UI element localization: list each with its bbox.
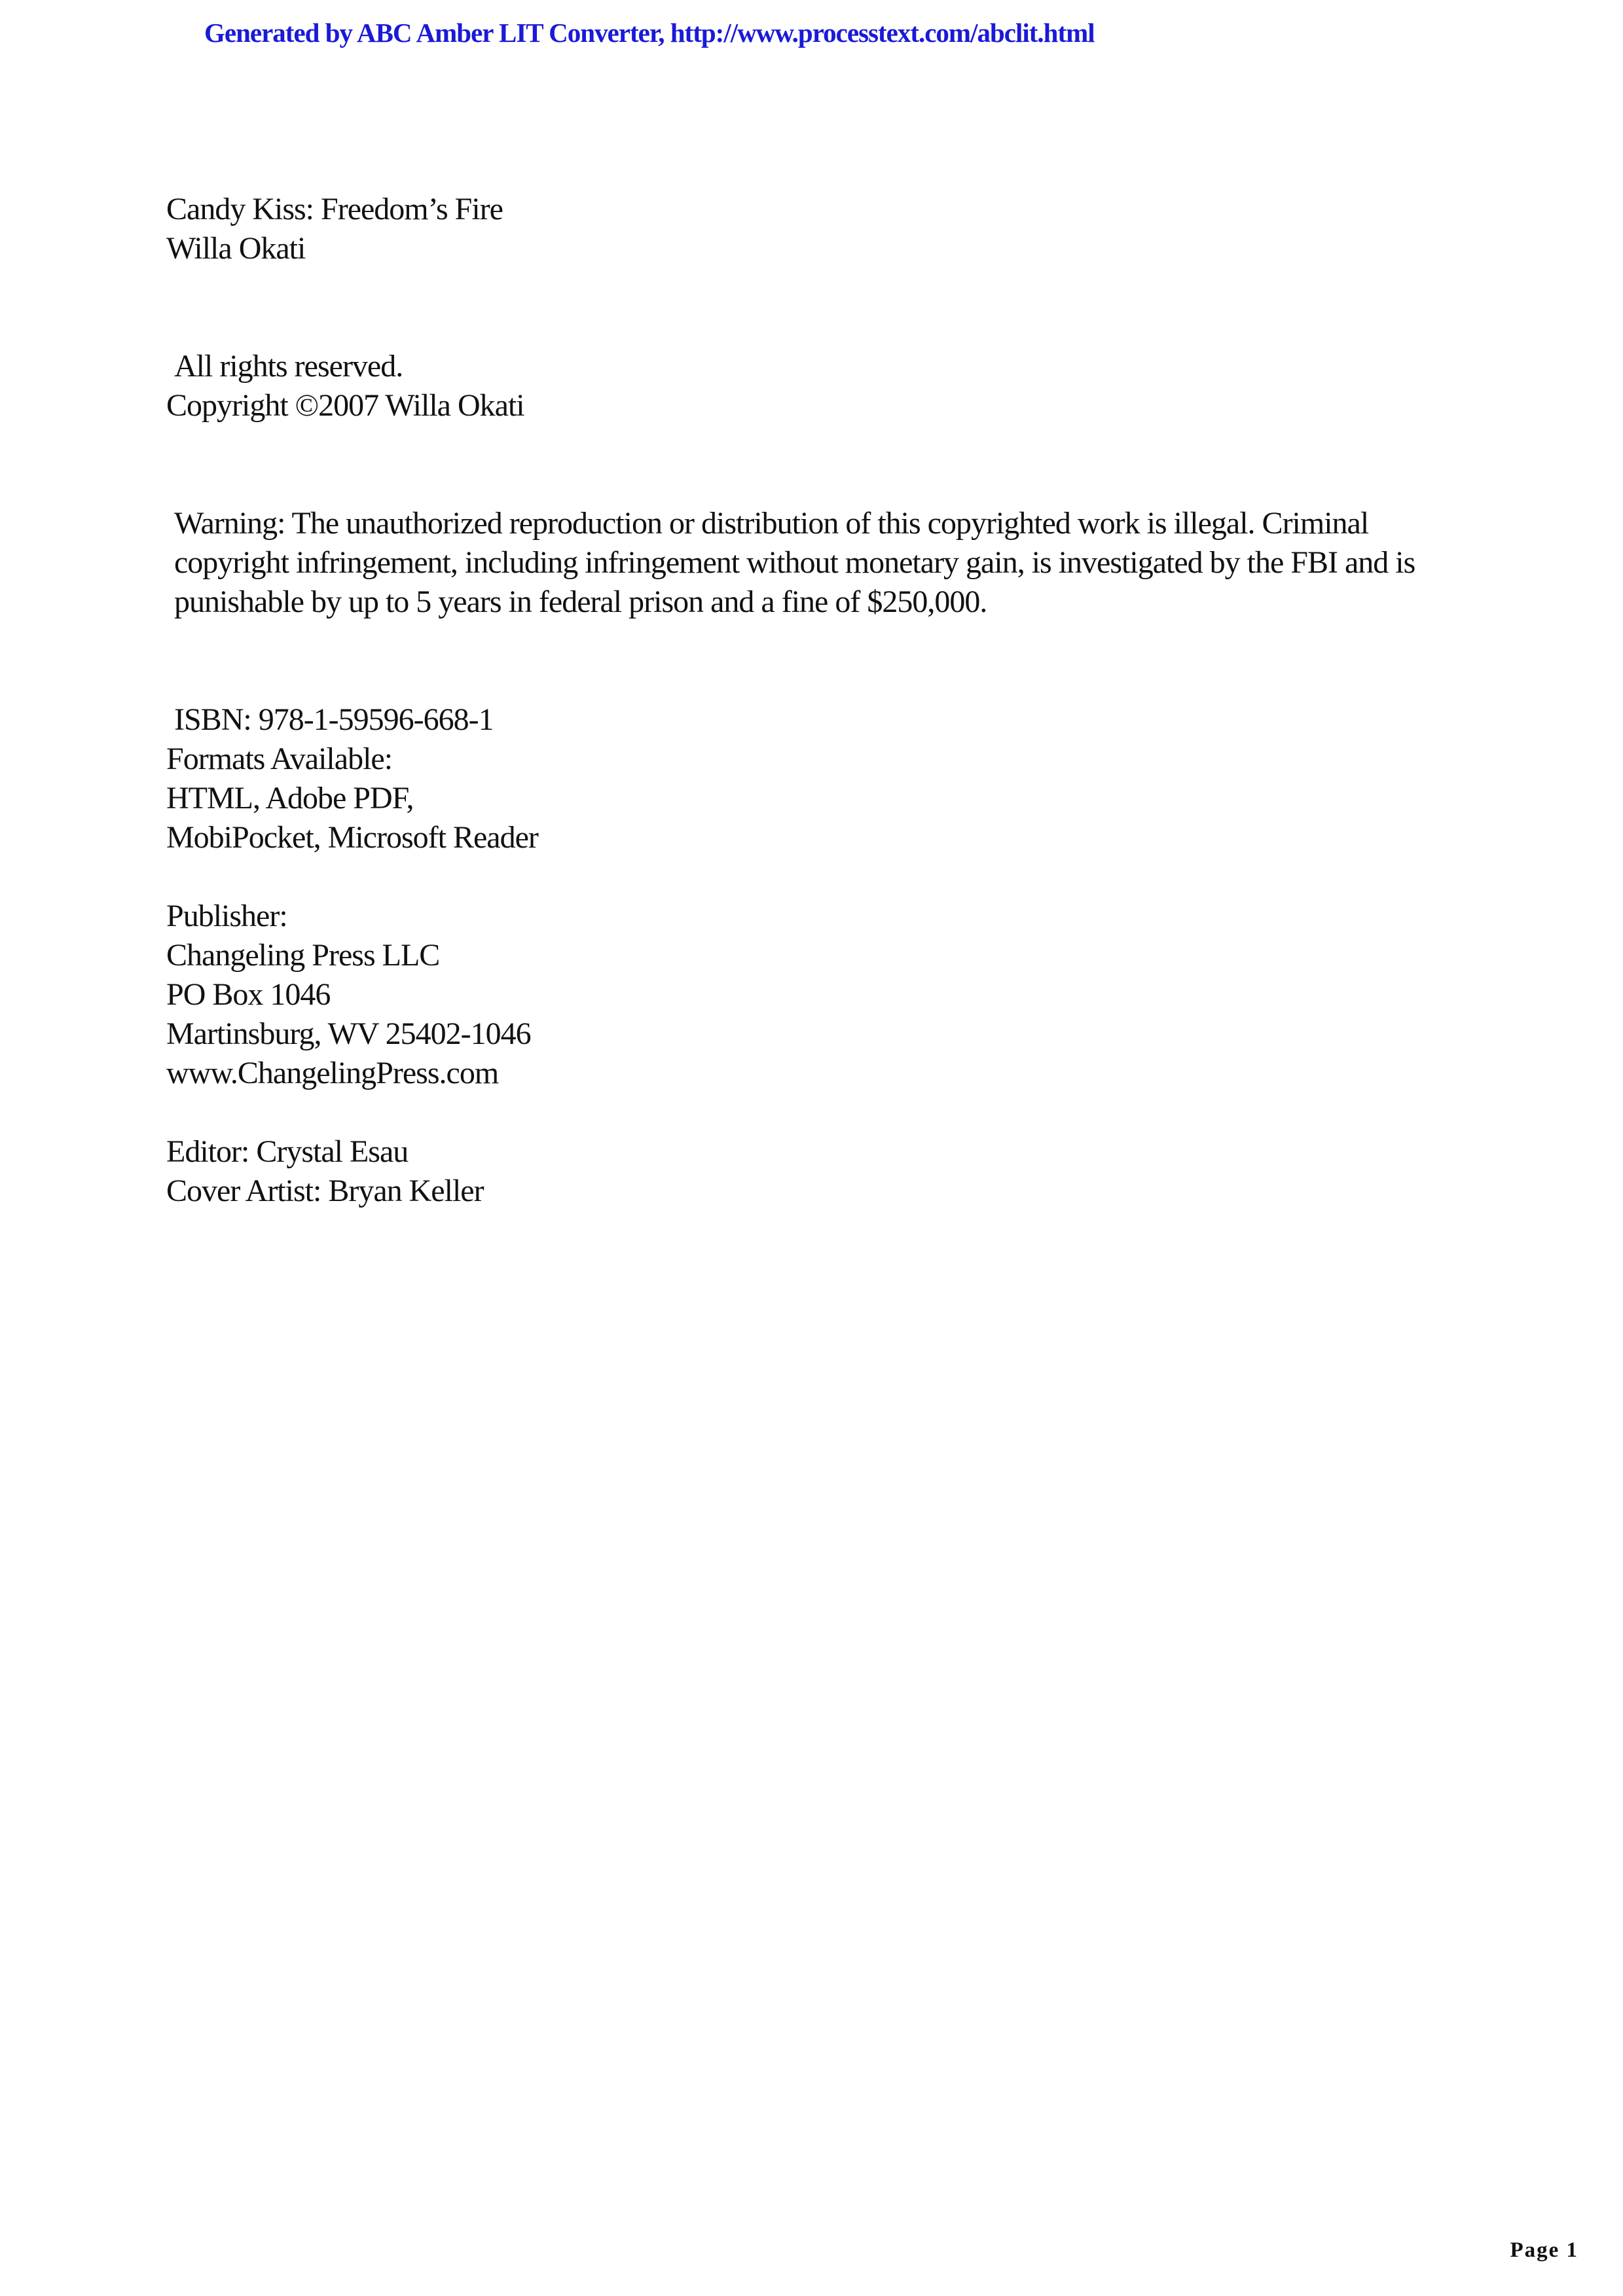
spacer (166, 425, 1476, 504)
spacer (166, 857, 1476, 897)
spacer (166, 268, 1476, 347)
title-block (166, 190, 1476, 268)
isbn-block (166, 700, 1476, 857)
publisher-label: Publisher: (166, 899, 287, 933)
publisher-website: www.ChangelingPress.com (166, 1056, 499, 1090)
formats-line-1: HTML, Adobe PDF, (166, 781, 414, 816)
credits-block (166, 1132, 1476, 1211)
spacer (166, 622, 1476, 700)
cover-artist-credit: Cover Artist: Bryan Keller (166, 1174, 484, 1208)
copyright-statement: Copyright ©2007 Willa Okati (166, 388, 524, 423)
formats-label: Formats Available: (166, 742, 393, 776)
page-number: Page 1 (1510, 2238, 1578, 2262)
generator-banner: Generated by ABC Amber LIT Converter, http://www.processtext.com/abclit.html (204, 18, 1095, 48)
editor-credit: Editor: Crystal Esau (166, 1134, 409, 1169)
isbn-number: ISBN: 978-1-59596-668-1 (174, 702, 494, 737)
publisher-name: Changeling Press LLC (166, 938, 440, 973)
formats-line-2: MobiPocket, Microsoft Reader (166, 820, 538, 855)
book-title: Candy Kiss: Freedom’s Fire (166, 192, 503, 226)
warning-paragraph: Warning: The unauthorized reproduction or distribution of this copyrighted work is illegal. Criminal copyright infringement, including infringement without monetary gain, is investigated by the FBI and is punishable by up to 5 years in federal prison and a fine of $250,000. (174, 506, 1415, 619)
book-author: Willa Okati (166, 231, 306, 266)
spacer (166, 1093, 1476, 1132)
publisher-city: Martinsburg, WV 25402-1046 (166, 1016, 531, 1051)
publisher-block (166, 897, 1476, 1093)
document-body (166, 190, 1476, 1211)
rights-statement: All rights reserved. (174, 349, 403, 384)
publisher-po-box: PO Box 1046 (166, 977, 331, 1012)
rights-block (166, 347, 1476, 425)
